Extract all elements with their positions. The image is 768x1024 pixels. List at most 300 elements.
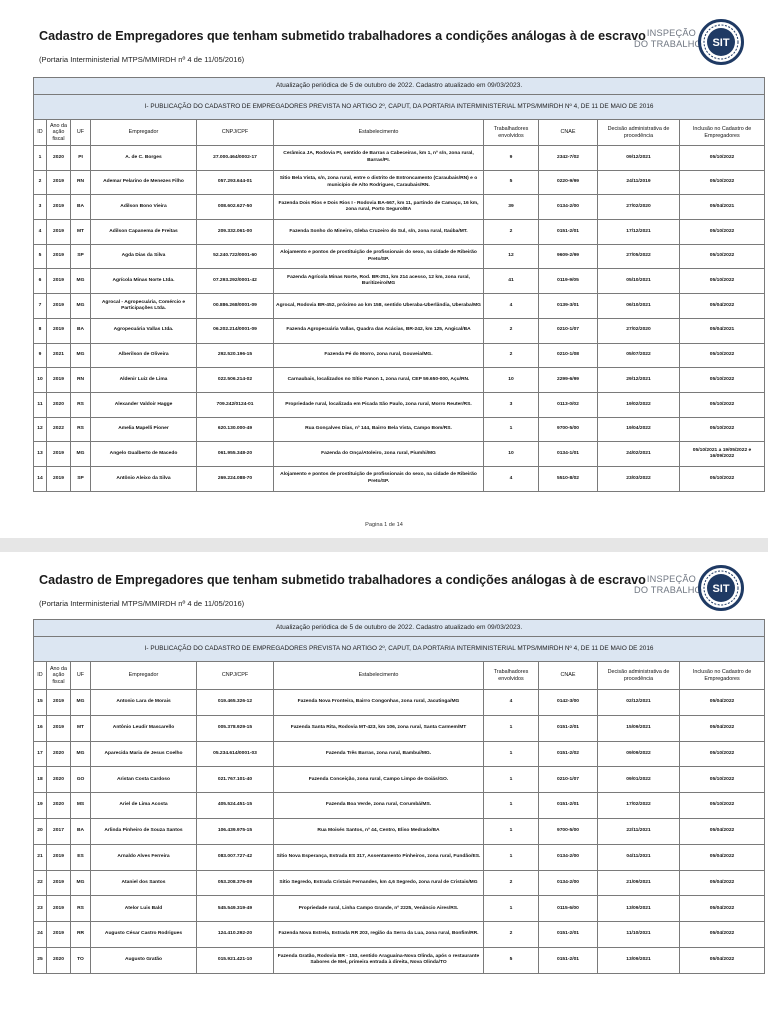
cell-ano: 2019 xyxy=(47,844,71,870)
table-row xyxy=(34,741,765,767)
cell-id: 12 xyxy=(34,417,47,442)
cell-trabalhadores: 1 xyxy=(484,793,539,819)
cell-cnpj: 022.506.214-02 xyxy=(197,368,274,393)
cell-inclusao: 05/04/2022 xyxy=(680,818,765,844)
cell-inclusao: 05/04/2022 xyxy=(680,690,765,716)
cell-uf: SP xyxy=(71,466,91,491)
cell-estabelecimento: Fazenda Pé do Morro, zona rural, Gouveia/MG. xyxy=(274,343,484,368)
cell-cnae: 5510-8/02 xyxy=(539,466,598,491)
cell-ano: 2019 xyxy=(47,318,71,343)
table-row xyxy=(34,294,765,319)
col-header-empregador: Empregador xyxy=(91,662,197,690)
cell-trabalhadores: 2 xyxy=(484,343,539,368)
table-row xyxy=(34,793,765,819)
inspecao-trabalho-logo xyxy=(634,565,744,613)
cell-decisao: 21/09/2021 xyxy=(598,870,680,896)
cell-uf: BA xyxy=(71,195,91,220)
cell-decisao: 17/02/2022 xyxy=(598,793,680,819)
cell-id: 16 xyxy=(34,715,47,741)
cell-inclusao: 05/10/2022 xyxy=(680,767,765,793)
cell-decisao: 22/11/2021 xyxy=(598,818,680,844)
cell-uf: MG xyxy=(71,741,91,767)
cell-id: 1 xyxy=(34,146,47,171)
cell-uf: RN xyxy=(71,170,91,195)
cell-cnpj: 008.602.627-50 xyxy=(197,195,274,220)
col-header-estabelecimento: Estabelecimento xyxy=(274,120,484,146)
cell-ano: 2019 xyxy=(47,294,71,319)
cell-ano: 2019 xyxy=(47,244,71,269)
cell-cnae: 2342-7/02 xyxy=(539,146,598,171)
table-row xyxy=(34,690,765,716)
cell-decisao: 13/09/2021 xyxy=(598,947,680,973)
cell-cnpj: 620.130.000-49 xyxy=(197,417,274,442)
document-subtitle: (Portaria Interministerial MTPS/MMIRDH nº 4 de 11/05/2016) xyxy=(39,55,245,64)
cell-decisao: 05/10/2021 xyxy=(598,269,680,294)
cell-empregador: Antonio Lara de Morais xyxy=(91,690,197,716)
table-row xyxy=(34,922,765,948)
cell-inclusao: 05/10/2022 xyxy=(680,466,765,491)
inspecao-trabalho-logo xyxy=(634,19,744,67)
cell-trabalhadores: 2 xyxy=(484,922,539,948)
cell-uf: RN xyxy=(71,368,91,393)
cell-trabalhadores: 5 xyxy=(484,947,539,973)
section-title: I- PUBLICAÇÃO DO CADASTRO DE EMPREGADORES PREVISTA NO ARTIGO 2º, CAPUT, DA PORTARIA INTERMINISTERIAL MTPS/MMIRDH Nº 4, DE 11 DE MAIO DE 2016 xyxy=(34,637,765,662)
cell-cnpj: 019.465.326-12 xyxy=(197,690,274,716)
cell-estabelecimento: Rua Gonçalves Dias, nº 144, Bairro Bela Vista, Campo Bom/RS. xyxy=(274,417,484,442)
cell-empregador: Ataniel dos Santos xyxy=(91,870,197,896)
cell-cnae: 0151-2/01 xyxy=(539,947,598,973)
cell-estabelecimento: Cerâmica JA, Rodovia PI, sentido de Barras a Cabeceiras, km 1, nº s/n, zona rural, Barras/PI. xyxy=(274,146,484,171)
cell-decisao: 27/05/2022 xyxy=(598,244,680,269)
cell-uf: GO xyxy=(71,767,91,793)
cell-trabalhadores: 2 xyxy=(484,220,539,245)
cell-empregador: Ariel de Lima Acosta xyxy=(91,793,197,819)
cell-cnpj: 27.000.464/0002-17 xyxy=(197,146,274,171)
cell-decisao: 17/12/2021 xyxy=(598,220,680,245)
cell-id: 22 xyxy=(34,870,47,896)
cell-decisao: 06/10/2021 xyxy=(598,294,680,319)
cell-cnae: 0115-6/00 xyxy=(539,896,598,922)
col-header-cnpj: CNPJ/CPF xyxy=(197,662,274,690)
cell-cnae: 0134-2/00 xyxy=(539,844,598,870)
cell-decisao: 15/09/2021 xyxy=(598,715,680,741)
cell-empregador: Aparecida Maria de Jesus Coelho xyxy=(91,741,197,767)
cell-empregador: A. de C. Borges xyxy=(91,146,197,171)
cell-uf: MG xyxy=(71,870,91,896)
table-row xyxy=(34,417,765,442)
cell-id: 23 xyxy=(34,896,47,922)
cell-empregador: Atelor Luis Bald xyxy=(91,896,197,922)
cell-trabalhadores: 1 xyxy=(484,896,539,922)
cell-empregador: Agropecuária Vallas Ltda. xyxy=(91,318,197,343)
cell-uf: MT xyxy=(71,220,91,245)
cell-estabelecimento: Alojamento e pontos de prostituição de profissionais do sexo, na cidade de Ribeirão Preto/SP. xyxy=(274,466,484,491)
cell-id: 8 xyxy=(34,318,47,343)
seal-text: SIT xyxy=(712,583,730,595)
cell-trabalhadores: 2 xyxy=(484,870,539,896)
cell-empregador: Antônio Aleixo da Silva xyxy=(91,466,197,491)
cell-cnpj: 269.224.088-70 xyxy=(197,466,274,491)
cell-cnae: 0142-3/00 xyxy=(539,690,598,716)
cell-ano: 2019 xyxy=(47,922,71,948)
table-row xyxy=(34,947,765,973)
cell-trabalhadores: 1 xyxy=(484,844,539,870)
cell-empregador: Ademar Pelarino de Menezes Filho xyxy=(91,170,197,195)
page-number: Pagina 1 de 14 xyxy=(365,522,403,528)
cell-ano: 2017 xyxy=(47,818,71,844)
cell-uf: MG xyxy=(71,269,91,294)
cell-estabelecimento: Fazenda Agrícola Minas Norte, Rod. BR-251, km 214 acesso, 12 km, zona rural, Buritizeiro/MG xyxy=(274,269,484,294)
cell-estabelecimento: Fazenda do Onça/Atoleiro, zona rural, Piumhi/MG xyxy=(274,442,484,467)
cell-ano: 2019 xyxy=(47,466,71,491)
cell-uf: ES xyxy=(71,844,91,870)
cell-estabelecimento: Agrocal, Rodovia BR-452, próximo ao km 158, sentido Uberaba-Uberlândia, Uberaba/MG xyxy=(274,294,484,319)
cell-empregador: Agda Dias da Silva xyxy=(91,244,197,269)
cell-cnpj: 053.208.376-09 xyxy=(197,870,274,896)
cell-inclusao: 05/10/2022 xyxy=(680,343,765,368)
cell-cnae: 0220-9/99 xyxy=(539,170,598,195)
cell-ano: 2020 xyxy=(47,793,71,819)
cell-inclusao: 05/10/2022 xyxy=(680,269,765,294)
cell-estabelecimento: Sítio Nova Esperança, Estrada ES 317, Assentamento Pinheiros, zona rural, Fundão/ES. xyxy=(274,844,484,870)
cell-ano: 2019 xyxy=(47,269,71,294)
cell-decisao: 24/11/2019 xyxy=(598,170,680,195)
cell-cnpj: 021.767.101-40 xyxy=(197,767,274,793)
cell-trabalhadores: 41 xyxy=(484,269,539,294)
cell-id: 20 xyxy=(34,818,47,844)
cell-cnae: 9700-5/00 xyxy=(539,818,598,844)
cell-empregador: Augusto Gratão xyxy=(91,947,197,973)
cell-trabalhadores: 2 xyxy=(484,318,539,343)
cell-inclusao: 05/10/2022 xyxy=(680,417,765,442)
table-row xyxy=(34,818,765,844)
cell-cnpj: 124.410.292-20 xyxy=(197,922,274,948)
col-header-ano: Ano da ação fiscal xyxy=(47,120,71,146)
cell-id: 18 xyxy=(34,767,47,793)
cell-cnpj: 05.234.614/0001-03 xyxy=(197,741,274,767)
cell-inclusao: 05/10/2021 a 19/05/2022 e 16/09/2022 xyxy=(680,442,765,467)
cell-ano: 2020 xyxy=(47,767,71,793)
cell-cnae: 0210-1/08 xyxy=(539,343,598,368)
cell-empregador: Agrícola Minas Norte Ltda. xyxy=(91,269,197,294)
cell-empregador: Arlinda Pinheiro de Souza Santos xyxy=(91,818,197,844)
cell-ano: 2019 xyxy=(47,690,71,716)
cell-empregador: Aldenir Luiz de Lima xyxy=(91,368,197,393)
cell-uf: MT xyxy=(71,715,91,741)
cell-cnpj: 209.332.061-00 xyxy=(197,220,274,245)
cell-estabelecimento: Fazenda Três Barras, zona rural, Bambuí/MG. xyxy=(274,741,484,767)
logo-line-1: INSPEÇÃO xyxy=(646,574,696,584)
cell-estabelecimento: Fazenda Agropecuária Vallas, Quadra das Acácias, BR-242, km 125, Angical/BA xyxy=(274,318,484,343)
cell-uf: RS xyxy=(71,392,91,417)
cell-uf: MG xyxy=(71,343,91,368)
cell-estabelecimento: Rua Moisés Santos, nº 44, Centro, Eliso Medrado/BA xyxy=(274,818,484,844)
cell-id: 2 xyxy=(34,170,47,195)
cell-estabelecimento: Fazenda Nova Fronteira, Bairro Congonhas, zona rural, Jacutinga/MG xyxy=(274,690,484,716)
cell-trabalhadores: 4 xyxy=(484,690,539,716)
cell-ano: 2019 xyxy=(47,896,71,922)
document-page-2 xyxy=(0,552,768,1024)
cell-cnpj: 061.955.348-20 xyxy=(197,442,274,467)
cell-decisao: 27/02/2020 xyxy=(598,195,680,220)
cell-trabalhadores: 1 xyxy=(484,767,539,793)
cell-cnae: 9700-5/00 xyxy=(539,417,598,442)
cell-id: 19 xyxy=(34,793,47,819)
col-header-inclusao: Inclusão no Cadastro de Empregadores xyxy=(680,662,765,690)
cell-id: 14 xyxy=(34,466,47,491)
sit-seal-icon xyxy=(698,19,744,65)
cell-inclusao: 05/10/2022 xyxy=(680,244,765,269)
cell-id: 25 xyxy=(34,947,47,973)
cell-decisao: 29/12/2021 xyxy=(598,368,680,393)
table-row xyxy=(34,269,765,294)
cell-inclusao: 05/10/2022 xyxy=(680,170,765,195)
table-row xyxy=(34,466,765,491)
cell-trabalhadores: 39 xyxy=(484,195,539,220)
table-row xyxy=(34,244,765,269)
cell-uf: TO xyxy=(71,947,91,973)
cell-inclusao: 05/10/2022 xyxy=(680,368,765,393)
cell-estabelecimento: Propriedade rural, localizada em Picada São Paulo, zona rural, Morro Reuter/RS. xyxy=(274,392,484,417)
cell-trabalhadores: 4 xyxy=(484,294,539,319)
cell-cnae: 0151-2/01 xyxy=(539,922,598,948)
cell-trabalhadores: 1 xyxy=(484,818,539,844)
cell-id: 11 xyxy=(34,392,47,417)
cell-ano: 2019 xyxy=(47,442,71,467)
cell-empregador: Alexander Valdoir Hagge xyxy=(91,392,197,417)
cell-uf: PI xyxy=(71,146,91,171)
cell-ano: 2019 xyxy=(47,170,71,195)
cell-uf: MG xyxy=(71,294,91,319)
cell-trabalhadores: 5 xyxy=(484,170,539,195)
cell-empregador: Arnaldo Alves Ferreira xyxy=(91,844,197,870)
column-header-row xyxy=(34,662,765,690)
cell-inclusao: 05/10/2022 xyxy=(680,146,765,171)
cell-inclusao: 05/04/2022 xyxy=(680,715,765,741)
cell-uf: SP xyxy=(71,244,91,269)
cell-empregador: Augusto César Castro Rodrigues xyxy=(91,922,197,948)
logo-line-2: DO TRABALHO xyxy=(634,39,702,49)
cell-id: 13 xyxy=(34,442,47,467)
cell-estabelecimento: Sítio Segredo, Estrada Cristais Fernandes, km 4,6 Segredo, zona rural de Cristais/MG xyxy=(274,870,484,896)
cell-id: 9 xyxy=(34,343,47,368)
cell-inclusao: 05/10/2022 xyxy=(680,741,765,767)
col-header-uf: UF xyxy=(71,662,91,690)
cell-cnpj: 292.520.196-15 xyxy=(197,343,274,368)
cell-estabelecimento: Fazenda Conceição, zona rural, Campo Limpo de Goiás/GO. xyxy=(274,767,484,793)
cell-uf: RR xyxy=(71,922,91,948)
cell-id: 10 xyxy=(34,368,47,393)
cell-decisao: 02/12/2021 xyxy=(598,690,680,716)
cell-uf: BA xyxy=(71,818,91,844)
cell-ano: 2020 xyxy=(47,947,71,973)
cell-id: 6 xyxy=(34,269,47,294)
cell-estabelecimento: Alojamento e pontos de prostituição de profissionais do sexo, na cidade de Ribeirão Preto/SP. xyxy=(274,244,484,269)
cell-ano: 2019 xyxy=(47,220,71,245)
table-row xyxy=(34,767,765,793)
cell-cnpj: 06.202.214/0001-09 xyxy=(197,318,274,343)
cell-inclusao: 05/04/2022 xyxy=(680,896,765,922)
cell-empregador: Angelo Gualberto de Macedo xyxy=(91,442,197,467)
cell-uf: RS xyxy=(71,896,91,922)
cell-trabalhadores: 1 xyxy=(484,417,539,442)
cell-cnae: 0151-2/01 xyxy=(539,220,598,245)
cell-cnae: 2299-6/99 xyxy=(539,368,598,393)
cell-inclusao: 05/04/2022 xyxy=(680,294,765,319)
cell-cnae: 0134-1/01 xyxy=(539,442,598,467)
cell-uf: RS xyxy=(71,417,91,442)
cell-decisao: 19/02/2022 xyxy=(598,392,680,417)
cell-inclusao: 05/04/2022 xyxy=(680,947,765,973)
cell-empregador: Alberilson de Oliveira xyxy=(91,343,197,368)
cell-trabalhadores: 10 xyxy=(484,368,539,393)
logo-line-2: DO TRABALHO xyxy=(634,585,702,595)
cell-decisao: 09/12/2021 xyxy=(598,146,680,171)
col-header-decisao: Decisão administrativa de procedência xyxy=(598,120,680,146)
cell-decisao: 24/02/2021 xyxy=(598,442,680,467)
cell-ano: 2019 xyxy=(47,870,71,896)
cell-estabelecimento: Propriedade rural, Linha Campo Grande, nº 2225, Venâncio Aires/RS. xyxy=(274,896,484,922)
cell-cnae: 0139-3/01 xyxy=(539,294,598,319)
cell-inclusao: 05/04/2022 xyxy=(680,922,765,948)
col-header-uf: UF xyxy=(71,120,91,146)
cell-cnae: 0134-2/00 xyxy=(539,870,598,896)
update-notice: Atualização periódica de 5 de outubro de 2022. Cadastro atualizado em 09/03/2023. xyxy=(34,78,765,95)
seal-text: SIT xyxy=(712,37,730,49)
cell-empregador: Antônio Leudir Mascarello xyxy=(91,715,197,741)
table-row xyxy=(34,392,765,417)
cell-ano: 2019 xyxy=(47,368,71,393)
col-header-cnae: CNAE xyxy=(539,120,598,146)
table-row xyxy=(34,844,765,870)
cell-decisao: 09/01/2022 xyxy=(598,767,680,793)
cell-id: 7 xyxy=(34,294,47,319)
cell-cnae: 0113-0/02 xyxy=(539,392,598,417)
cell-empregador: Aristan Costa Cardoso xyxy=(91,767,197,793)
col-header-cnae: CNAE xyxy=(539,662,598,690)
cell-estabelecimento: Sitio Bela Vista, s/n, zona rural, entre o distrito de Entroncamento (Caraubais/RN) e o município de Alto Rodrigues, Caraubais/RN. xyxy=(274,170,484,195)
cell-decisao: 05/07/2022 xyxy=(598,343,680,368)
cell-id: 4 xyxy=(34,220,47,245)
cell-trabalhadores: 1 xyxy=(484,741,539,767)
col-header-empregador: Empregador xyxy=(91,120,197,146)
cell-id: 17 xyxy=(34,741,47,767)
table-row xyxy=(34,870,765,896)
cell-cnpj: 083.007.727-42 xyxy=(197,844,274,870)
cell-id: 21 xyxy=(34,844,47,870)
employer-table-page-2 xyxy=(33,619,765,974)
cell-inclusao: 05/04/2022 xyxy=(680,844,765,870)
table-row xyxy=(34,368,765,393)
table-row xyxy=(34,220,765,245)
cell-id: 5 xyxy=(34,244,47,269)
cell-estabelecimento: Fazenda Gratão, Rodovia BR - 153, sentido Araguaína-Nova Olinda, após o restaurante Sabores de Mel, primeira entrada à direita, Nova Olinda/TO xyxy=(274,947,484,973)
cell-uf: BA xyxy=(71,318,91,343)
section-title: I- PUBLICAÇÃO DO CADASTRO DE EMPREGADORES PREVISTA NO ARTIGO 2º, CAPUT, DA PORTARIA INTERMINISTERIAL MTPS/MMIRDH Nº 4, DE 11 DE MAIO DE 2016 xyxy=(34,95,765,120)
update-notice: Atualização periódica de 5 de outubro de 2022. Cadastro atualizado em 09/03/2023. xyxy=(34,620,765,637)
cell-decisao: 09/09/2022 xyxy=(598,741,680,767)
col-header-ano: Ano da ação fiscal xyxy=(47,662,71,690)
cell-id: 24 xyxy=(34,922,47,948)
cell-ano: 2020 xyxy=(47,741,71,767)
cell-empregador: Amelia Mapelli Pioner xyxy=(91,417,197,442)
cell-estabelecimento: Fazenda Boa Verde, zona rural, Corumbá/MS. xyxy=(274,793,484,819)
col-header-trabalhadores: Trabalhadores envolvidos xyxy=(484,662,539,690)
cell-ano: 2020 xyxy=(47,392,71,417)
cell-id: 3 xyxy=(34,195,47,220)
cell-trabalhadores: 10 xyxy=(484,442,539,467)
cell-cnpj: 545.549.319-49 xyxy=(197,896,274,922)
table-row xyxy=(34,343,765,368)
table-row xyxy=(34,195,765,220)
cell-estabelecimento: Fazenda Santa Rita, Rodovia MT-423, km 106, zona rural, Santa Carmem/MT xyxy=(274,715,484,741)
cell-trabalhadores: 12 xyxy=(484,244,539,269)
cell-cnae: 0210-1/07 xyxy=(539,767,598,793)
cell-cnpj: 106.439.975-15 xyxy=(197,818,274,844)
cell-cnae: 0134-2/00 xyxy=(539,195,598,220)
table-row xyxy=(34,170,765,195)
logo-line-1: INSPEÇÃO xyxy=(646,28,696,38)
sit-seal-icon xyxy=(698,565,744,611)
table-row xyxy=(34,715,765,741)
cell-estabelecimento: Fazenda Nova Estrela, Estrada RR 203, região da Serra da Lua, zona rural, Bonfim/RR. xyxy=(274,922,484,948)
cell-cnae: 9609-2/99 xyxy=(539,244,598,269)
employer-table-page-1 xyxy=(33,77,765,492)
cell-cnpj: 057.293.644-01 xyxy=(197,170,274,195)
cell-cnpj: 709.242/0124-01 xyxy=(197,392,274,417)
column-header-row xyxy=(34,120,765,146)
cell-cnpj: 52.240.722/0001-60 xyxy=(197,244,274,269)
cell-decisao: 04/11/2021 xyxy=(598,844,680,870)
cell-ano: 2021 xyxy=(47,343,71,368)
table-row xyxy=(34,442,765,467)
cell-estabelecimento: Carnaubais, localizados no Sítio Panon 1, zona rural, CEP 59.650-000, Açu/RN. xyxy=(274,368,484,393)
cell-inclusao: 05/10/2022 xyxy=(680,793,765,819)
cell-inclusao: 05/10/2022 xyxy=(680,220,765,245)
cell-uf: MG xyxy=(71,442,91,467)
cell-empregador: Adilson Capanema de Freitas xyxy=(91,220,197,245)
cell-trabalhadores: 9 xyxy=(484,146,539,171)
col-header-trabalhadores: Trabalhadores envolvidos xyxy=(484,120,539,146)
cell-ano: 2020 xyxy=(47,146,71,171)
cell-uf: MG xyxy=(71,690,91,716)
cell-ano: 2022 xyxy=(47,417,71,442)
table-row xyxy=(34,146,765,171)
document-subtitle: (Portaria Interministerial MTPS/MMIRDH nº 4 de 11/05/2016) xyxy=(39,599,245,608)
cell-estabelecimento: Fazenda Dois Rios e Dois Rios I - Rodovia BA-667, km 11, partindo de Camaçu, 16 km, zona rural, Porto Seguro/BA xyxy=(274,195,484,220)
cell-estabelecimento: Fazenda Sonho do Mineiro, Gleba Cruzeiro do Sul, s/n, zona rural, Itaúba/MT. xyxy=(274,220,484,245)
document-title: Cadastro de Empregadores que tenham submetido trabalhadores a condições análogas à de escravo xyxy=(39,573,646,587)
cell-ano: 2019 xyxy=(47,195,71,220)
cell-decisao: 23/03/2022 xyxy=(598,466,680,491)
cell-inclusao: 05/04/2022 xyxy=(680,870,765,896)
cell-cnae: 0151-2/01 xyxy=(539,793,598,819)
cell-decisao: 13/09/2021 xyxy=(598,896,680,922)
cell-cnae: 0151-2/01 xyxy=(539,715,598,741)
cell-ano: 2019 xyxy=(47,715,71,741)
col-header-inclusao: Inclusão no Cadastro de Empregadores xyxy=(680,120,765,146)
cell-id: 15 xyxy=(34,690,47,716)
cell-trabalhadores: 1 xyxy=(484,715,539,741)
cell-decisao: 11/10/2021 xyxy=(598,922,680,948)
cell-cnpj: 405.524.451-15 xyxy=(197,793,274,819)
cell-cnpj: 005.378.929-15 xyxy=(197,715,274,741)
cell-cnpj: 015.921.421-10 xyxy=(197,947,274,973)
col-header-estabelecimento: Estabelecimento xyxy=(274,662,484,690)
document-title: Cadastro de Empregadores que tenham submetido trabalhadores a condições análogas à de escravo xyxy=(39,29,646,43)
cell-cnae: 0119-9/05 xyxy=(539,269,598,294)
cell-decisao: 19/04/2022 xyxy=(598,417,680,442)
